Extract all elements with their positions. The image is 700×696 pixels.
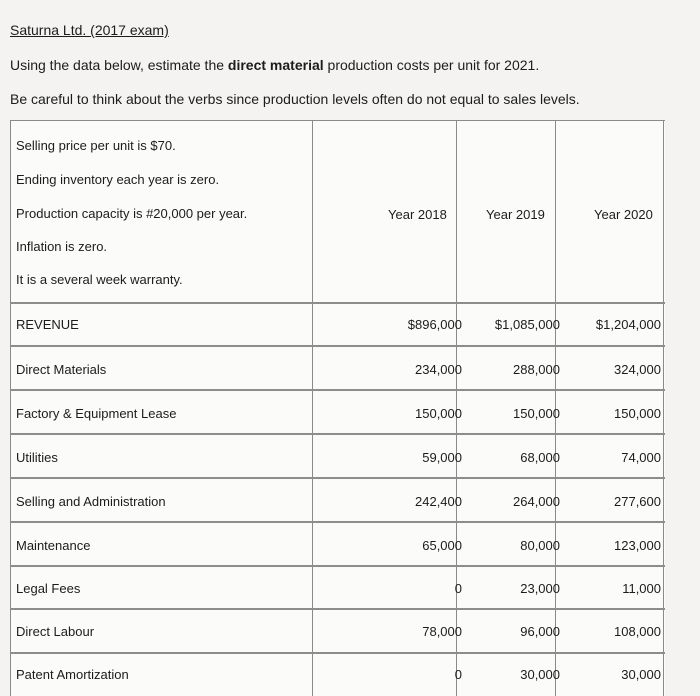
row-divider bbox=[10, 433, 665, 435]
cell-direct-labour-2018: 78,000 bbox=[422, 624, 462, 639]
document-title: Saturna Ltd. (2017 exam) bbox=[10, 22, 169, 38]
cell-legal-fees-2019: 23,000 bbox=[520, 581, 560, 596]
cell-selling-admin-2020: 277,600 bbox=[614, 494, 661, 509]
instruction-text bbox=[10, 57, 539, 73]
row-label-revenue: REVENUE bbox=[16, 317, 79, 332]
cell-direct-labour-2020: 108,000 bbox=[614, 624, 661, 639]
row-divider bbox=[10, 345, 665, 347]
cell-direct-labour-2019: 96,000 bbox=[520, 624, 560, 639]
row-divider bbox=[10, 521, 665, 523]
instruction-bold: direct material bbox=[227, 57, 324, 73]
note-ending-inventory: Ending inventory each year is zero. bbox=[16, 172, 220, 187]
note-selling-price: Selling price per unit is $70. bbox=[16, 138, 176, 153]
row-label-patent-amortization: Patent Amortization bbox=[16, 667, 129, 682]
cell-direct-materials-2019: 288,000 bbox=[513, 362, 560, 377]
cell-selling-admin-2019: 264,000 bbox=[513, 494, 560, 509]
row-label-direct-materials: Direct Materials bbox=[16, 362, 107, 377]
note-warranty: It is a several week warranty. bbox=[16, 272, 183, 287]
note-production-capacity: Production capacity is #20,000 per year. bbox=[16, 206, 248, 221]
row-label-selling-admin: Selling and Administration bbox=[16, 494, 166, 509]
cell-patent-amortization-2018: 0 bbox=[454, 667, 462, 682]
cell-patent-amortization-2020: 30,000 bbox=[621, 667, 661, 682]
cell-revenue-2020: $1,204,000 bbox=[595, 317, 661, 332]
cell-maintenance-2018: 65,000 bbox=[422, 538, 462, 553]
cell-utilities-2020: 74,000 bbox=[621, 450, 661, 465]
note-inflation: Inflation is zero. bbox=[16, 239, 108, 254]
cell-factory-lease-2019: 150,000 bbox=[513, 406, 560, 421]
row-divider bbox=[10, 608, 665, 610]
row-divider bbox=[10, 652, 665, 654]
cell-factory-lease-2018: 150,000 bbox=[415, 406, 462, 421]
cell-utilities-2018: 59,000 bbox=[422, 450, 462, 465]
cost-table bbox=[10, 120, 665, 696]
row-label-factory-lease: Factory & Equipment Lease bbox=[16, 406, 177, 421]
cell-selling-admin-2018: 242,400 bbox=[415, 494, 462, 509]
cell-maintenance-2019: 80,000 bbox=[520, 538, 560, 553]
warning-text: Be careful to think about the verbs since production levels often do not equal to sales levels. bbox=[10, 91, 580, 107]
cell-factory-lease-2020: 150,000 bbox=[614, 406, 661, 421]
cell-revenue-2019: $1,085,000 bbox=[494, 317, 560, 332]
row-divider bbox=[10, 389, 665, 391]
header-year-2020: Year 2020 bbox=[594, 207, 653, 222]
cell-direct-materials-2018: 234,000 bbox=[415, 362, 462, 377]
row-label-direct-labour: Direct Labour bbox=[16, 624, 95, 639]
cell-patent-amortization-2019: 30,000 bbox=[520, 667, 560, 682]
cell-legal-fees-2018: 0 bbox=[454, 581, 462, 596]
cell-utilities-2019: 68,000 bbox=[520, 450, 560, 465]
cell-legal-fees-2020: 11,000 bbox=[622, 581, 661, 596]
row-label-maintenance: Maintenance bbox=[16, 538, 91, 553]
row-divider bbox=[10, 302, 665, 304]
header-year-2018: Year 2018 bbox=[388, 207, 447, 222]
cell-maintenance-2020: 123,000 bbox=[614, 538, 661, 553]
row-divider bbox=[10, 565, 665, 567]
instruction-suffix: production costs per unit for 2021. bbox=[323, 57, 540, 73]
header-year-2019: Year 2019 bbox=[486, 207, 545, 222]
row-label-utilities: Utilities bbox=[16, 450, 58, 465]
cell-revenue-2018: $896,000 bbox=[407, 317, 462, 332]
instruction-prefix: Using the data below, estimate the bbox=[10, 57, 228, 73]
cell-direct-materials-2020: 324,000 bbox=[614, 362, 661, 377]
row-divider bbox=[10, 477, 665, 479]
row-label-legal-fees: Legal Fees bbox=[16, 581, 81, 596]
